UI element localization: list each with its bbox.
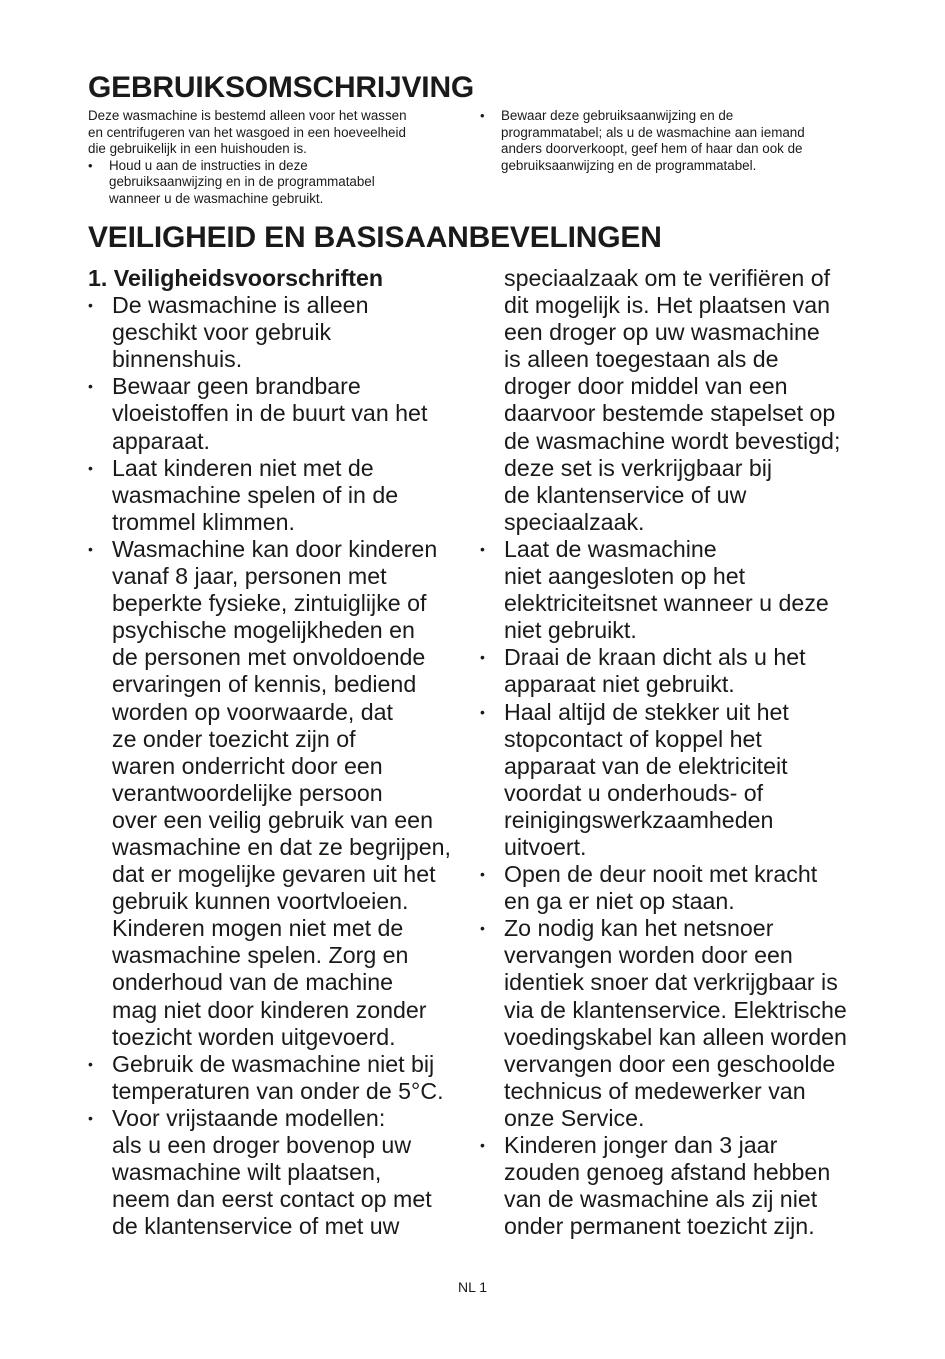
text-line: dat er mogelijke gevaren uit het <box>112 861 436 888</box>
text-line: wasmachine wilt plaatsen, <box>112 1159 382 1186</box>
text-line: de personen met onvoldoende <box>112 644 426 671</box>
text-line: voedingskabel kan alleen worden <box>504 1023 847 1050</box>
list-item <box>88 536 468 1051</box>
text-line: dit mogelijk is. Het plaatsen van <box>504 292 831 319</box>
text-line: Houd u aan de instructies in deze <box>109 157 308 173</box>
text-line: apparaat. <box>112 427 210 454</box>
continued-text <box>480 265 870 536</box>
bullet-icon: • <box>88 459 93 476</box>
text-line: verantwoordelijke persoon <box>112 779 383 806</box>
text-line: de klantenservice of uw <box>504 481 747 508</box>
bullet-icon: • <box>88 297 93 314</box>
text-line: Bewaar deze gebruiksaanwijzing en de <box>501 108 734 123</box>
text-line: wasmachine spelen. Zorg en <box>112 942 409 969</box>
bullet-icon: • <box>480 540 485 557</box>
list-item <box>88 158 473 208</box>
text-line: ervaringen of kennis, bediend <box>112 671 417 698</box>
intro-text-block <box>88 108 473 208</box>
text-line: voordat u onderhouds- of <box>504 779 764 806</box>
text-line: geschikt voor gebruik <box>112 319 332 346</box>
text-line: binnenshuis. <box>112 346 243 373</box>
text-line: identiek snoer dat verkrijgbaar is <box>504 969 838 996</box>
list-item <box>480 1132 870 1240</box>
text-line: gebruiksaanwijzing en in de programmatabel <box>109 174 375 190</box>
text-line: onder permanent toezicht zijn. <box>504 1213 815 1240</box>
text-line: Draai de kraan dicht als u het <box>504 644 806 671</box>
text-line: Voor vrijstaande modellen: <box>112 1104 386 1131</box>
text-line: Wasmachine kan door kinderen <box>112 535 438 562</box>
text-line: niet gebruikt. <box>504 617 637 644</box>
text-line: daarvoor bestemde stapelset op <box>504 400 836 427</box>
text-line: vloeistoffen in de buurt van het <box>112 400 428 427</box>
text-line: apparaat niet gebruikt. <box>504 671 735 698</box>
text-line: deze set is verkrijgbaar bij <box>504 454 773 481</box>
text-line: psychische mogelijkheden en <box>112 617 415 644</box>
text-line: de wasmachine wordt bevestigd; <box>504 427 841 454</box>
text-line: vanaf 8 jaar, personen met <box>112 563 387 590</box>
text-line: Laat de wasmachine <box>504 535 717 562</box>
text-line: Bewaar geen brandbare <box>112 373 361 400</box>
text-line: Kinderen jonger dan 3 jaar <box>504 1132 778 1158</box>
bullet-icon: • <box>88 157 93 173</box>
list-item <box>480 699 870 862</box>
list-item <box>480 536 870 644</box>
text-line: droger door middel van een <box>504 373 788 400</box>
text-line: ze onder toezicht zijn of <box>112 725 356 752</box>
text-line: Open de deur nooit met kracht <box>504 861 818 888</box>
text-line: toezicht worden uitgevoerd. <box>112 1023 396 1050</box>
bullet-icon: • <box>480 1137 485 1153</box>
text-line: via de klantenservice. Elektrische <box>504 996 847 1023</box>
bullet-icon: • <box>480 866 485 883</box>
text-line: de klantenservice of met uw <box>112 1213 400 1240</box>
text-line: gebruiksaanwijzing en de programmatabel. <box>501 157 757 173</box>
text-line: trommel klimmen. <box>112 508 295 535</box>
list-item <box>88 373 468 454</box>
text-line: mag niet door kinderen zonder <box>112 996 427 1023</box>
text-line: onderhoud van de machine <box>112 969 394 996</box>
list-item <box>88 1051 468 1105</box>
bullet-icon: • <box>480 703 485 720</box>
text-line: wasmachine en dat ze begrijpen, <box>112 833 452 860</box>
text-line: niet aangesloten op het <box>504 563 746 590</box>
list-item <box>88 1105 468 1240</box>
text-line: als u een droger bovenop uw <box>112 1132 412 1158</box>
intro-text-block-right <box>480 108 870 174</box>
text-line: onze Service. <box>504 1104 645 1131</box>
bullet-icon: • <box>88 1109 93 1126</box>
text-line: programmatabel; als u de wasmachine aan iemand <box>501 124 805 140</box>
text-line: zouden genoeg afstand hebben <box>504 1159 831 1186</box>
subheading-veiligheidsvoorschriften: 1. Veiligheidsvoorschriften <box>88 265 384 291</box>
text-line: is alleen toegestaan als de <box>504 346 779 373</box>
text-line: beperkte fysieke, zintuiglijke of <box>112 590 427 617</box>
safety-list-right <box>480 536 870 1240</box>
text-line: speciaalzaak. <box>504 508 645 535</box>
list-item <box>88 455 468 536</box>
safety-list-left <box>88 292 468 1240</box>
list-item <box>480 108 870 174</box>
list-item <box>480 915 870 1132</box>
text-line: van de wasmachine als zij niet <box>504 1186 818 1213</box>
text-line: Deze wasmachine is bestemd alleen voor het wassen <box>88 108 407 123</box>
text-line: en ga er niet op staan. <box>504 888 735 915</box>
bullet-icon: • <box>88 378 93 395</box>
safety-column-left <box>88 265 468 1240</box>
list-item <box>480 644 870 698</box>
text-line: temperaturen van onder de 5°C. <box>112 1077 444 1104</box>
safety-column-right <box>480 265 870 1240</box>
list-item <box>88 292 468 373</box>
text-line: en centrifugeren van het wasgoed in een hoeveelheid <box>88 124 406 140</box>
intro-paragraph <box>88 108 473 158</box>
text-line: Zo nodig kan het netsnoer <box>504 915 774 942</box>
text-line: waren onderricht door een <box>112 752 383 779</box>
bullet-icon: • <box>480 920 485 937</box>
page-number: NL 1 <box>457 1279 488 1295</box>
text-line: Gebruik de wasmachine niet bij <box>112 1050 435 1077</box>
text-line: wanneer u de wasmachine gebruikt. <box>109 190 324 206</box>
text-line: wasmachine spelen of in de <box>112 481 399 508</box>
text-line: een droger op uw wasmachine <box>504 319 820 346</box>
text-line: over een veilig gebruik van een <box>112 806 433 833</box>
text-line: neem dan eerst contact op met <box>112 1186 432 1213</box>
text-line: gebruik kunnen voortvloeien. <box>112 888 409 915</box>
list-item <box>480 861 870 915</box>
bullet-icon: • <box>88 540 93 557</box>
bullet-icon: • <box>480 108 485 123</box>
text-line: worden op voorwaarde, dat <box>112 698 394 725</box>
text-line: vervangen door een geschoolde <box>504 1050 836 1077</box>
bullet-icon: • <box>480 649 485 666</box>
text-line: Haal altijd de stekker uit het <box>504 698 789 725</box>
text-line: apparaat van de elektriciteit <box>504 752 788 779</box>
bullet-icon: • <box>88 1055 93 1072</box>
text-line: uitvoert. <box>504 833 587 860</box>
text-line: anders doorverkoopt, geef hem of haar dan ook de <box>501 141 803 157</box>
text-line: stopcontact of koppel het <box>504 725 762 752</box>
text-line: die gebruikelijk in een huishouden is. <box>88 141 307 157</box>
text-line: speciaalzaak om te verifiëren of <box>504 265 831 291</box>
text-line: technicus of medewerker van <box>504 1077 806 1104</box>
text-line: elektriciteitsnet wanneer u deze <box>504 590 829 617</box>
text-line: De wasmachine is alleen <box>112 292 369 319</box>
text-line: Laat kinderen niet met de <box>112 454 374 481</box>
text-line: Kinderen mogen niet met de <box>112 915 404 942</box>
text-line: reinigingswerkzaamheden <box>504 806 774 833</box>
section-title-veiligheid: VEILIGHEID EN BASISAANBEVELINGEN <box>88 221 662 254</box>
section-title-gebruiksomschrijving: GEBRUIKSOMSCHRIJVING <box>88 71 475 104</box>
text-line: vervangen worden door een <box>504 942 793 969</box>
